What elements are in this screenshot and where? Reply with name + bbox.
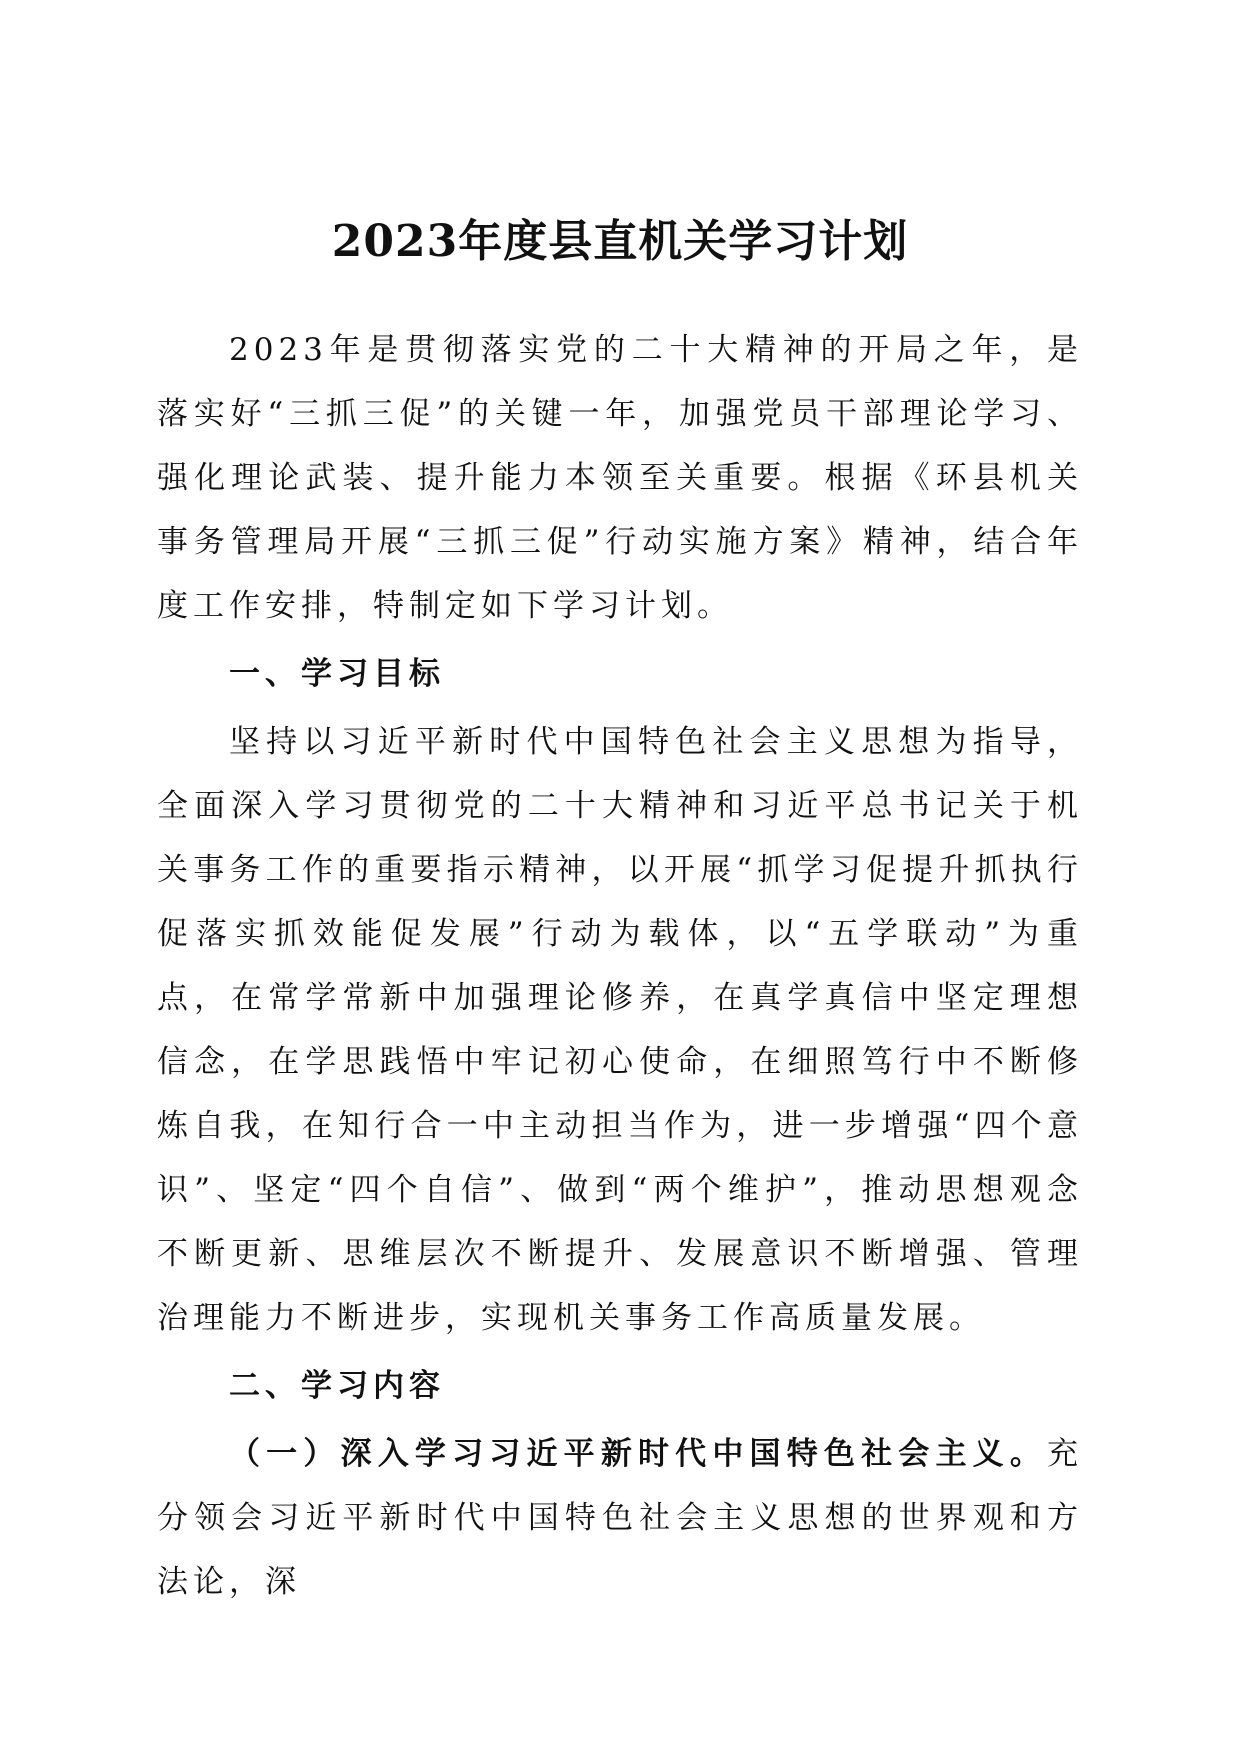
content-item-text: 充分领会习近平新时代中国特色社会主义思想的世界观和方法论，深	[157, 1436, 1083, 1600]
section-heading-content: 二、学习内容	[229, 1368, 445, 1404]
document-title: 2023年度县直机关学习计划	[331, 216, 909, 267]
document-body	[157, 318, 1083, 1618]
section-heading-goals: 一、学习目标	[229, 656, 445, 692]
content-item-heading: （一）深入学习习近平新时代中国特色社会主义。	[229, 1436, 1047, 1472]
intro-paragraph: 2023年是贯彻落实党的二十大精神的开局之年，是落实好“三抓三促”的关键一年，加强党员干部理论学习、强化理论武装、提升能力本领至关重要。根据《环县机关事务管理局开展“三抓三促”行动实施方案》精神，结合年度工作安排，特制定如下学习计划。	[157, 332, 1083, 624]
content-item-paragraph	[157, 1422, 1083, 1614]
goals-paragraph: 坚持以习近平新时代中国特色社会主义思想为指导，全面深入学习贯彻党的二十大精神和习近平总书记关于机关事务工作的重要指示精神，以开展“抓学习促提升抓执行促落实抓效能促发展”行动为载体，以“五学联动”为重点，在常学常新中加强理论修养，在真学真信中坚定理想信念，在学思践悟中牢记初心使命，在细照笃行中不断修炼自我，在知行合一中主动担当作为，进一步增强“四个意识”、坚定“四个自信”、做到“两个维护”，推动思想观念不断更新、思维层次不断提升、发展意识不断增强、管理治理能力不断进步，实现机关事务工作高质量发展。	[157, 724, 1083, 1336]
